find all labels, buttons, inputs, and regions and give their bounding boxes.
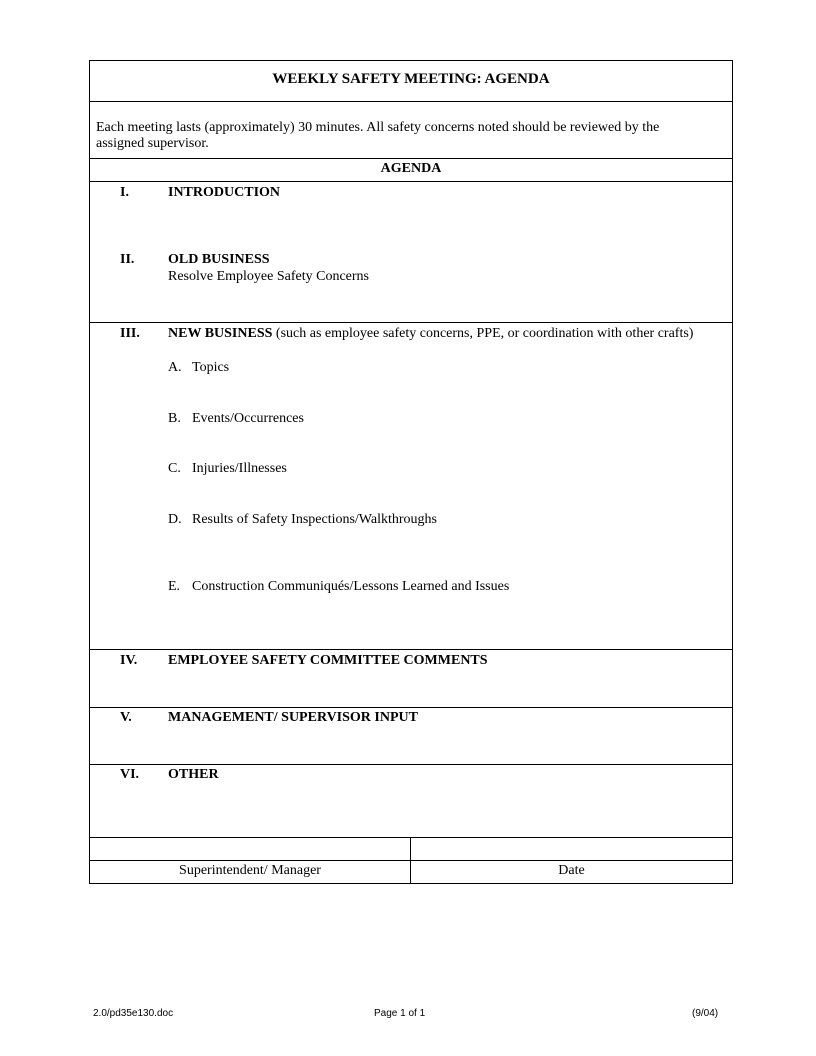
footer-page: Page 1 of 1 xyxy=(374,1008,426,1019)
section-title-management-input: MANAGEMENT/ SUPERVISOR INPUT xyxy=(168,710,418,725)
divider xyxy=(90,101,732,102)
section-title-old-business: OLD BUSINESS xyxy=(168,252,270,267)
divider xyxy=(90,158,732,159)
section-title-introduction: INTRODUCTION xyxy=(168,185,281,200)
superintendent-label: Superintendent/ Manager xyxy=(179,863,321,878)
section-title-employee-committee: EMPLOYEE SAFETY COMMITTEE COMMENTS xyxy=(168,653,488,668)
section-number: II. xyxy=(120,252,135,267)
list-item: B. Events/Occurrences xyxy=(168,411,304,426)
list-item: C. Injuries/Illnesses xyxy=(168,461,287,476)
signature-line xyxy=(90,860,732,861)
agenda-heading: AGENDA xyxy=(380,161,442,176)
section-title-other: OTHER xyxy=(168,767,219,782)
form-title: WEEKLY SAFETY MEETING: AGENDA xyxy=(272,71,550,87)
section-number: I. xyxy=(120,185,129,200)
section-number: VI. xyxy=(120,767,140,782)
section-number: V. xyxy=(120,710,132,725)
divider xyxy=(90,837,732,838)
intro-text: Each meeting lasts (approximately) 30 minutes. All safety concerns noted should be reviewed by the assigned supervisor. xyxy=(96,120,660,151)
list-item: E. Construction Communiqués/Lessons Learned and Issues xyxy=(168,579,510,594)
section-number: III. xyxy=(120,326,140,341)
section-title-new-business-line xyxy=(168,326,693,342)
divider xyxy=(90,181,732,182)
divider xyxy=(90,649,732,650)
footer-doc: 2.0/pd35e130.doc xyxy=(93,1008,174,1019)
old-business-sub: Resolve Employee Safety Concerns xyxy=(168,269,370,284)
footer-date: (9/04) xyxy=(692,1008,719,1019)
section-title-new-business: NEW BUSINESS xyxy=(168,326,273,341)
divider xyxy=(90,707,732,708)
agenda-form xyxy=(89,60,733,884)
section-number: IV. xyxy=(120,653,138,668)
list-item: A. Topics xyxy=(168,360,230,375)
divider xyxy=(90,764,732,765)
date-label: Date xyxy=(558,863,585,878)
list-item: D. Results of Safety Inspections/Walkthroughs xyxy=(168,512,438,527)
new-business-note: (such as employee safety concerns, PPE, or coordination with other crafts) xyxy=(272,326,694,341)
divider xyxy=(90,322,732,323)
